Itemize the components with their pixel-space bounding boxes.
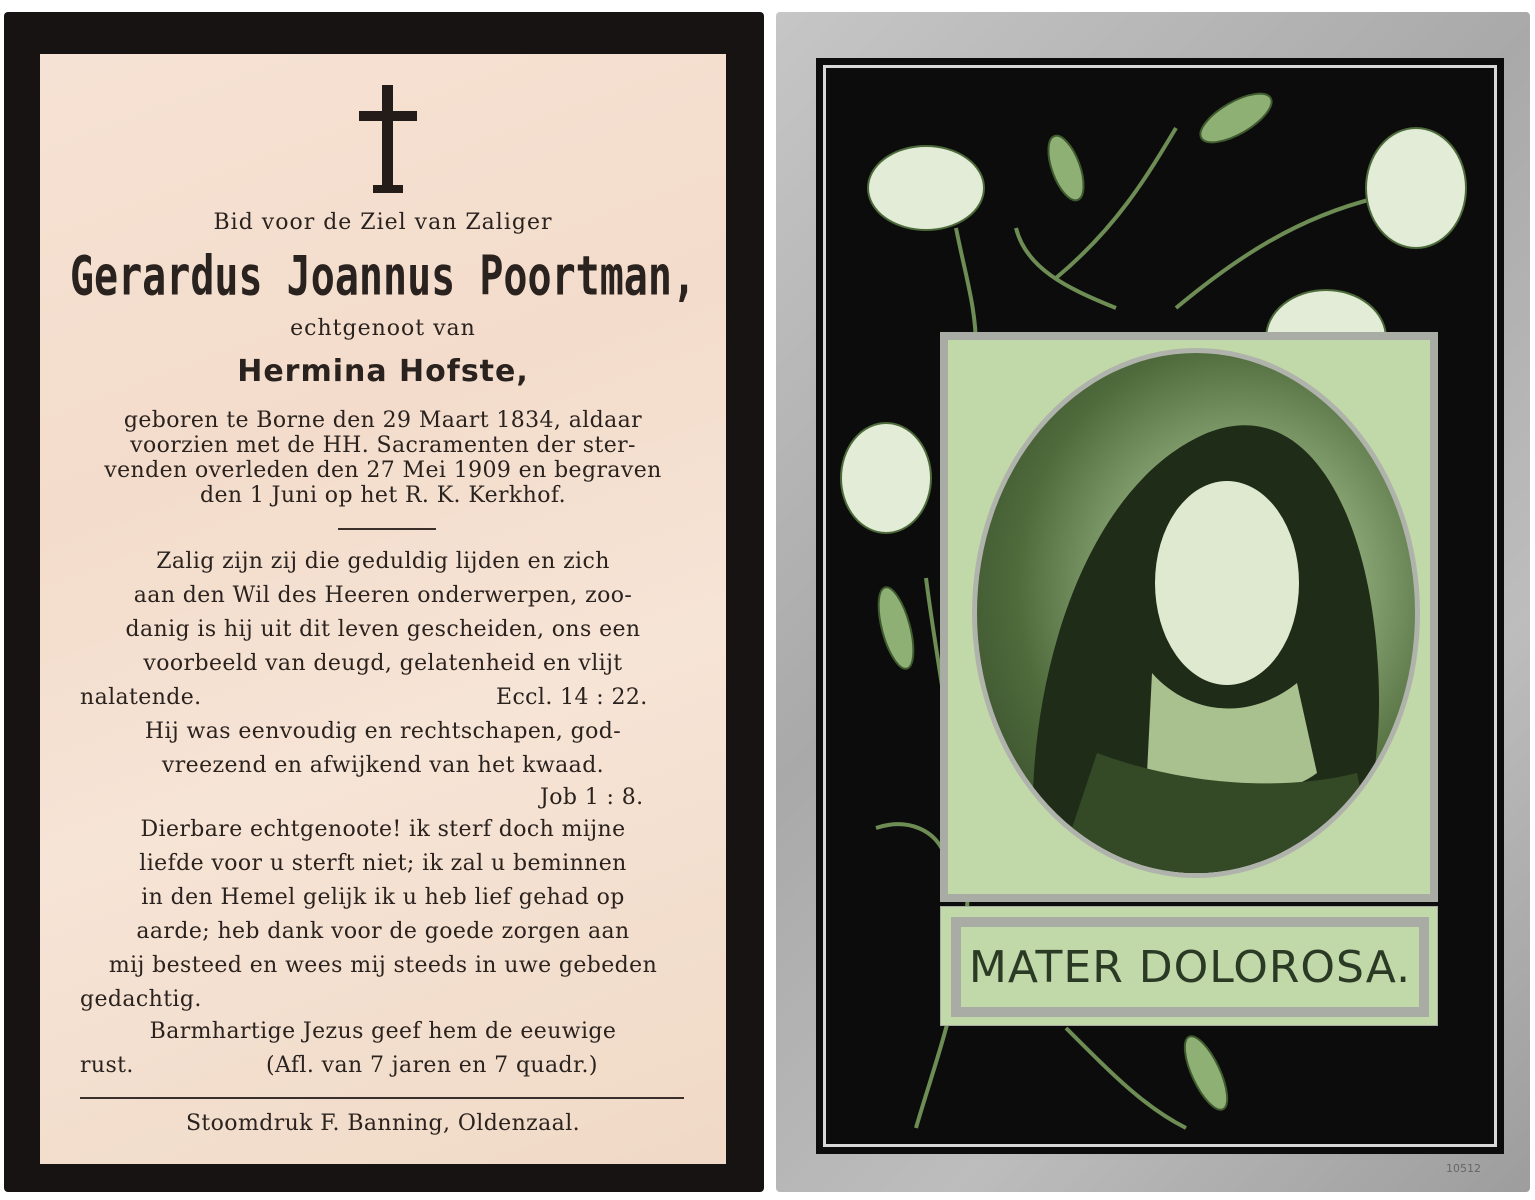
divider — [80, 1097, 684, 1099]
intro-line: Bid voor de Ziel van Zaliger — [213, 210, 553, 235]
caption-text: MATER DOLOROSA. — [968, 941, 1412, 993]
prayer-line: Barmhartige Jezus geef hem de eeuwige — [149, 1019, 617, 1044]
verse-line: gedachtig. — [80, 987, 202, 1012]
caption-plate — [951, 917, 1429, 1017]
verse-line: mij besteed en wees mij steeds in uwe gebeden — [108, 953, 658, 978]
verse-line: voorbeeld van deugd, gelatenheid en vlijt — [143, 651, 623, 676]
verse-line: vreezend en afwijkend van het kwaad. — [161, 753, 605, 778]
deceased-name: Gerardus Joannus Poortman, — [69, 246, 697, 309]
verse-line: aan den Wil des Heeren onderwerpen, zoo- — [133, 583, 633, 608]
black-panel — [816, 58, 1504, 1154]
bio-line: den 1 Juni op het R. K. Kerkhof. — [199, 483, 567, 508]
madonna-portrait — [972, 348, 1420, 878]
madonna-figure-icon — [977, 353, 1415, 873]
memorial-card-image-side — [776, 12, 1530, 1192]
verse-line: aarde; heb dank voor de goede zorgen aan — [136, 919, 630, 944]
verse-line: liefde voor u sterft niet; ik zal u beminnen — [139, 851, 627, 876]
bio-line: voorzien met de HH. Sacramenten der ster- — [130, 433, 636, 458]
portrait-frame — [940, 332, 1438, 902]
divider — [338, 528, 436, 530]
verse-line: Hij was eenvoudig en rechtschapen, god- — [144, 719, 622, 744]
cross-icon — [353, 85, 423, 195]
scripture-reference: Job 1 : 8. — [540, 785, 644, 810]
bio-line: venden overleden den 27 Mei 1909 en begraven — [104, 458, 662, 483]
spouse-intro: echtgenoot van — [290, 316, 476, 341]
memorial-card-text-side — [4, 12, 764, 1192]
verse-line: nalatende. — [80, 685, 202, 710]
printer-credit: Stoomdruk F. Banning, Oldenzaal. — [185, 1111, 581, 1136]
verse-line: danig is hij uit dit leven gescheiden, ons een — [125, 617, 641, 642]
serial-number: 10512 — [1446, 1162, 1481, 1175]
prayer-line: rust. — [80, 1053, 134, 1078]
indulgence-note: (Afl. van 7 jaren en 7 quadr.) — [266, 1053, 598, 1078]
verse-line: Zalig zijn zij die geduldig lijden en zich — [156, 549, 610, 574]
verse-line: Dierbare echtgenoote! ik sterf doch mijne — [140, 817, 626, 842]
verse-line: in den Hemel gelijk ik u heb lief gehad op — [141, 885, 625, 910]
bio-line: geboren te Borne den 29 Maart 1834, aldaar — [123, 408, 643, 433]
card-paper — [40, 54, 726, 1164]
scripture-reference: Eccl. 14 : 22. — [496, 685, 648, 710]
spouse-name: Hermina Hofste, — [237, 354, 529, 389]
caption-frame — [940, 906, 1438, 1026]
